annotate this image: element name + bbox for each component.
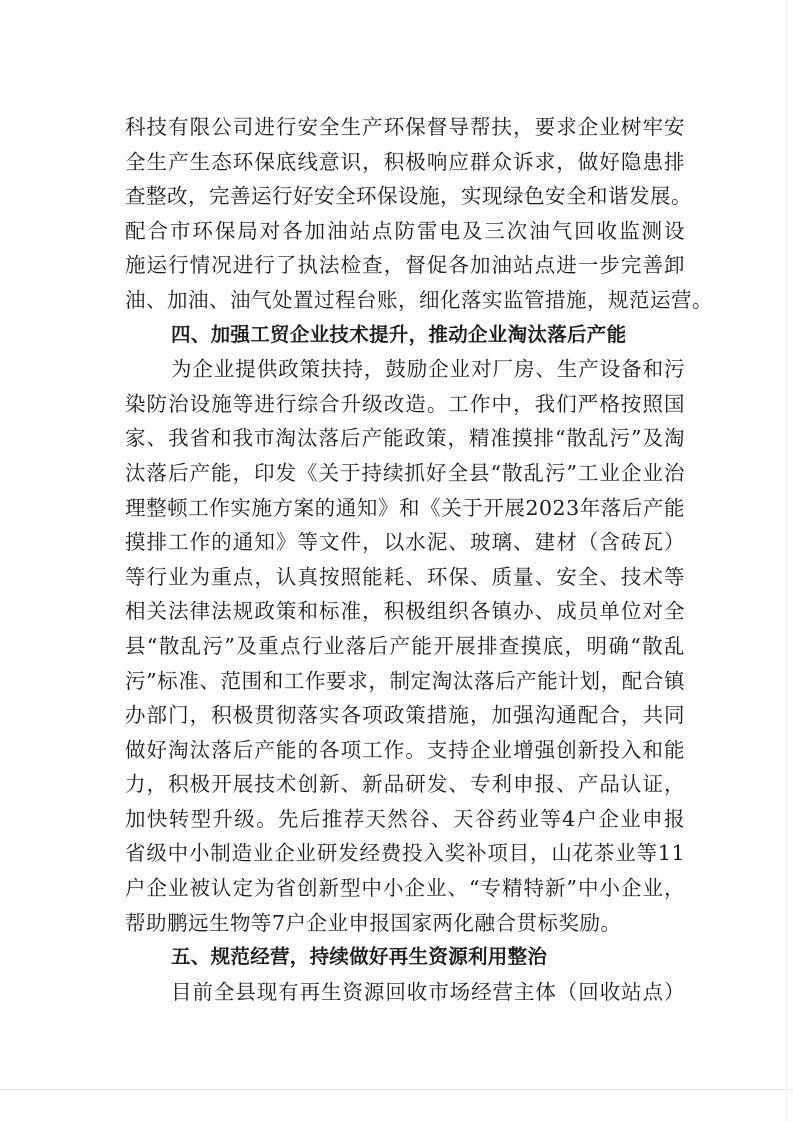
paragraph-line: 查整改，完善运行好安全环保设施，实现绿色安全和谐发展。 [125, 184, 692, 209]
page-right-border [786, 0, 787, 1122]
paragraph-line: 相关法律法规政策和标准，积极组织各镇办、成员单位对全 [125, 599, 685, 624]
paragraph-line: 力，积极开展技术创新、新品研发、专利申报、产品认证， [125, 772, 685, 797]
paragraph-line: 油、加油、油气处置过程台账，细化落实监管措施，规范运营。 [125, 287, 713, 312]
paragraph-line: 目前全县现有再生资源回收市场经营主体（回收站点） [171, 979, 685, 1004]
paragraph-line: 省级中小制造业企业研发经费投入奖补项目，山花茶业等11 [125, 841, 685, 866]
body-text [125, 110, 713, 1009]
paragraph-line: 污”标准、范围和工作要求，制定淘汰落后产能计划，配合镇 [125, 668, 685, 693]
paragraph-line: 科技有限公司进行安全生产环保督导帮扶，要求企业树牢安 [125, 115, 685, 139]
paragraph-line: 汰落后产能，印发《关于持续抓好全县“散乱污”工业企业治 [125, 460, 685, 485]
paragraph-line: 施运行情况进行了执法检查，督促各加油站点进一步完善卸 [125, 253, 685, 278]
paragraph-line: 等行业为重点，认真按照能耗、环保、质量、安全、技术等 [125, 564, 685, 589]
paragraph-line: 加快转型升级。先后推荐天然谷、天谷药业等4户企业申报 [125, 806, 685, 831]
section-heading-4: 四、加强工贸企业技术提升，推动企业淘汰落后产能 [171, 322, 627, 346]
paragraph-line: 全生产生态环保底线意识，积极响应群众诉求，做好隐患排 [125, 149, 685, 174]
section-heading-5: 五、规范经营，持续做好再生资源利用整治 [171, 945, 548, 969]
paragraph-line: 配合市环保局对各加油站点防雷电及三次油气回收监测设 [125, 218, 685, 243]
paragraph-line: 做好淘汰落后产能的各项工作。支持企业增强创新投入和能 [125, 737, 685, 762]
paragraph-line: 县“散乱污”及重点行业落后产能开展排查摸底，明确“散乱 [125, 633, 685, 658]
paragraph-line: 户企业被认定为省创新型中小企业、“专精特新”中小企业， [125, 876, 685, 901]
paragraph-line: 摸排工作的通知》等文件，以水泥、玻璃、建材（含砖瓦） [125, 530, 685, 555]
paragraph-line: 帮助鹏远生物等7户企业申报国家两化融合贯标奖励。 [125, 910, 622, 935]
paragraph-line: 染防治设施等进行综合升级改造。工作中，我们严格按照国 [125, 391, 685, 416]
paragraph-line: 家、我省和我市淘汰落后产能政策，精准摸排“散乱污”及淘 [125, 426, 685, 451]
paragraph-line: 为企业提供政策扶持，鼓励企业对厂房、生产设备和污 [171, 357, 685, 382]
page-bottom-border [0, 1089, 793, 1090]
paragraph-line: 理整顿工作实施方案的通知》和《关于开展2023年落后产能 [125, 495, 685, 520]
paragraph-line: 办部门，积极贯彻落实各项政策措施，加强沟通配合，共同 [125, 703, 685, 728]
